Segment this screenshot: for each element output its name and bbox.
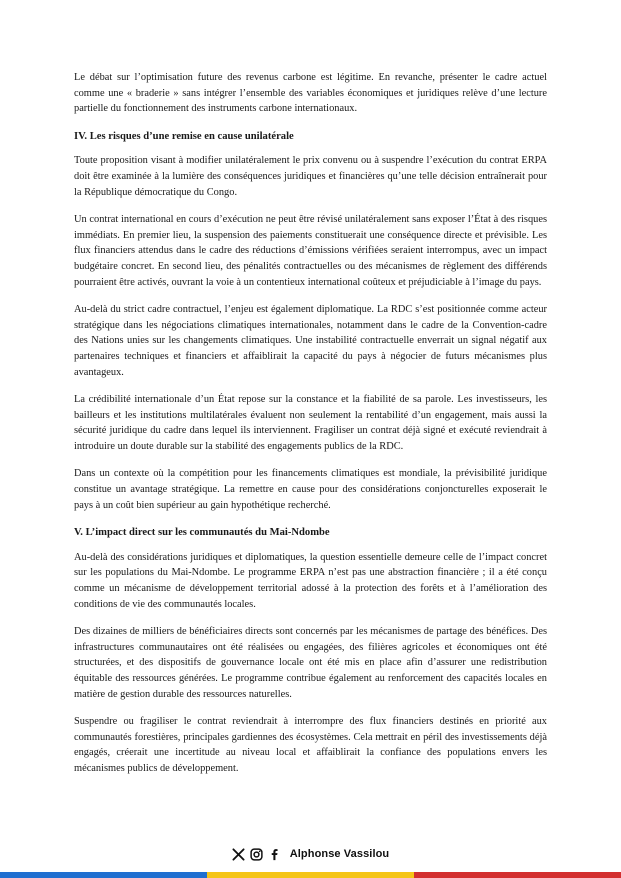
- x-icon[interactable]: [232, 848, 245, 861]
- facebook-icon[interactable]: [268, 848, 281, 861]
- paragraph: Toute proposition visant à modifier unilatéralement le prix convenu ou à suspendre l’exécution du contrat ERPA doit être examinée à la lumière des conséquences juridiques et financières qu’une telle décision entraînerait pour la République démocratique du Congo.: [74, 155, 547, 198]
- author-name: Alphonse Vassilou: [289, 848, 390, 860]
- flag-stripe-yellow: [207, 872, 414, 878]
- flag-stripe-blue: [0, 872, 207, 878]
- paragraph: Dans un contexte où la compétition pour les financements climatiques est mondiale, la prévisibilité juridique constitue un avantage stratégique. La remettre en cause pour des considérations conjoncturelles exposerait le pays à un coût bien supérieur au gain hypothétique recherché.: [74, 468, 547, 511]
- flag-stripe: [0, 872, 621, 878]
- paragraph: Suspendre ou fragiliser le contrat reviendrait à interrompre des flux financiers destinés en priorité aux communautés forestières, principales gardiennes des écosystèmes. Cela mettrait en péril des investissements déjà engagés, créerait une incertitude au niveau local et affaiblirait la confiance des populations envers les mécanismes publics de développement.: [74, 716, 547, 774]
- paragraph: La crédibilité internationale d’un État repose sur la constance et la fiabilité de sa parole. Les investisseurs, les bailleurs et les institutions multilatérales évaluent non seulement la rentabilité d’un engagement, mais aussi la sécurité juridique du cadre dans lequel ils interviennent. Fragiliser un contrat déjà signé et exécuté reviendrait à introduire un doute durable sur la stabilité des engagements publics de la RDC.: [74, 394, 547, 452]
- paragraph: Au-delà du strict cadre contractuel, l’enjeu est également diplomatique. La RDC s’est positionnée comme acteur stratégique dans les négociations climatiques internationales, notamment dans le cadre de la Convention-cadre des Nations unies sur les changements climatiques. Une instabilité contractuelle enverrait un signal négatif aux partenaires techniques et financiers et affaiblirait la capacité du pays à négocier de futurs mécanismes plus avantageux.: [74, 304, 547, 378]
- paragraph: Un contrat international en cours d’exécution ne peut être révisé unilatéralement sans exposer l’État à des risques immédiats. En premier lieu, la suspension des paiements constituerait une conséquence directe et prévisible. Les flux financiers attendus dans le cadre des réductions d’émissions vérifiées seraient interrompus, avec un impact budgétaire concret. En second lieu, des pénalités contractuelles ou des mécanismes de règlement des différends pourraient être activés, ouvrant la voie à un contentieux international coûteux et préjudiciable à l’image du pays.: [74, 214, 547, 288]
- paragraph: Au-delà des considérations juridiques et diplomatiques, la question essentielle demeure celle de l’impact concret sur les populations du Mai-Ndombe. Le programme ERPA n’est pas une abstraction financière ; il a été conçu comme un mécanisme de développement territorial adossé à la protection des forêts et à l’amélioration des conditions de vie des communautés locales.: [74, 551, 547, 610]
- heading-section-iv: IV. Les risques d’une remise en cause unilatérale: [74, 130, 294, 142]
- document-body: [74, 70, 547, 789]
- footer: [0, 844, 621, 864]
- instagram-icon[interactable]: [250, 848, 263, 861]
- flag-stripe-red: [414, 872, 621, 878]
- paragraph-intro: Le débat sur l’optimisation future des revenus carbone est légitime. En revanche, présenter le cadre actuel comme une « braderie » sans intégrer l’ensemble des variables économiques et juridiques relève d’une lecture partielle du fonctionnement des instruments carbone internationaux.: [74, 72, 547, 115]
- paragraph: Des dizaines de milliers de bénéficiaires directs sont concernés par les mécanismes de partage des bénéfices. Des infrastructures communautaires ont été réalisées ou engagées, des filières agricoles et économiques ont été structurées, et des dispositifs de gouvernance locale ont été mis en place afin d’assurer une redistribution équitable des ressources générées. Le programme contribue également au renforcement des capacités locales en matière de gestion durable des ressources naturelles.: [74, 626, 547, 700]
- heading-section-v: V. L’impact direct sur les communautés du Mai-Ndombe: [74, 527, 330, 539]
